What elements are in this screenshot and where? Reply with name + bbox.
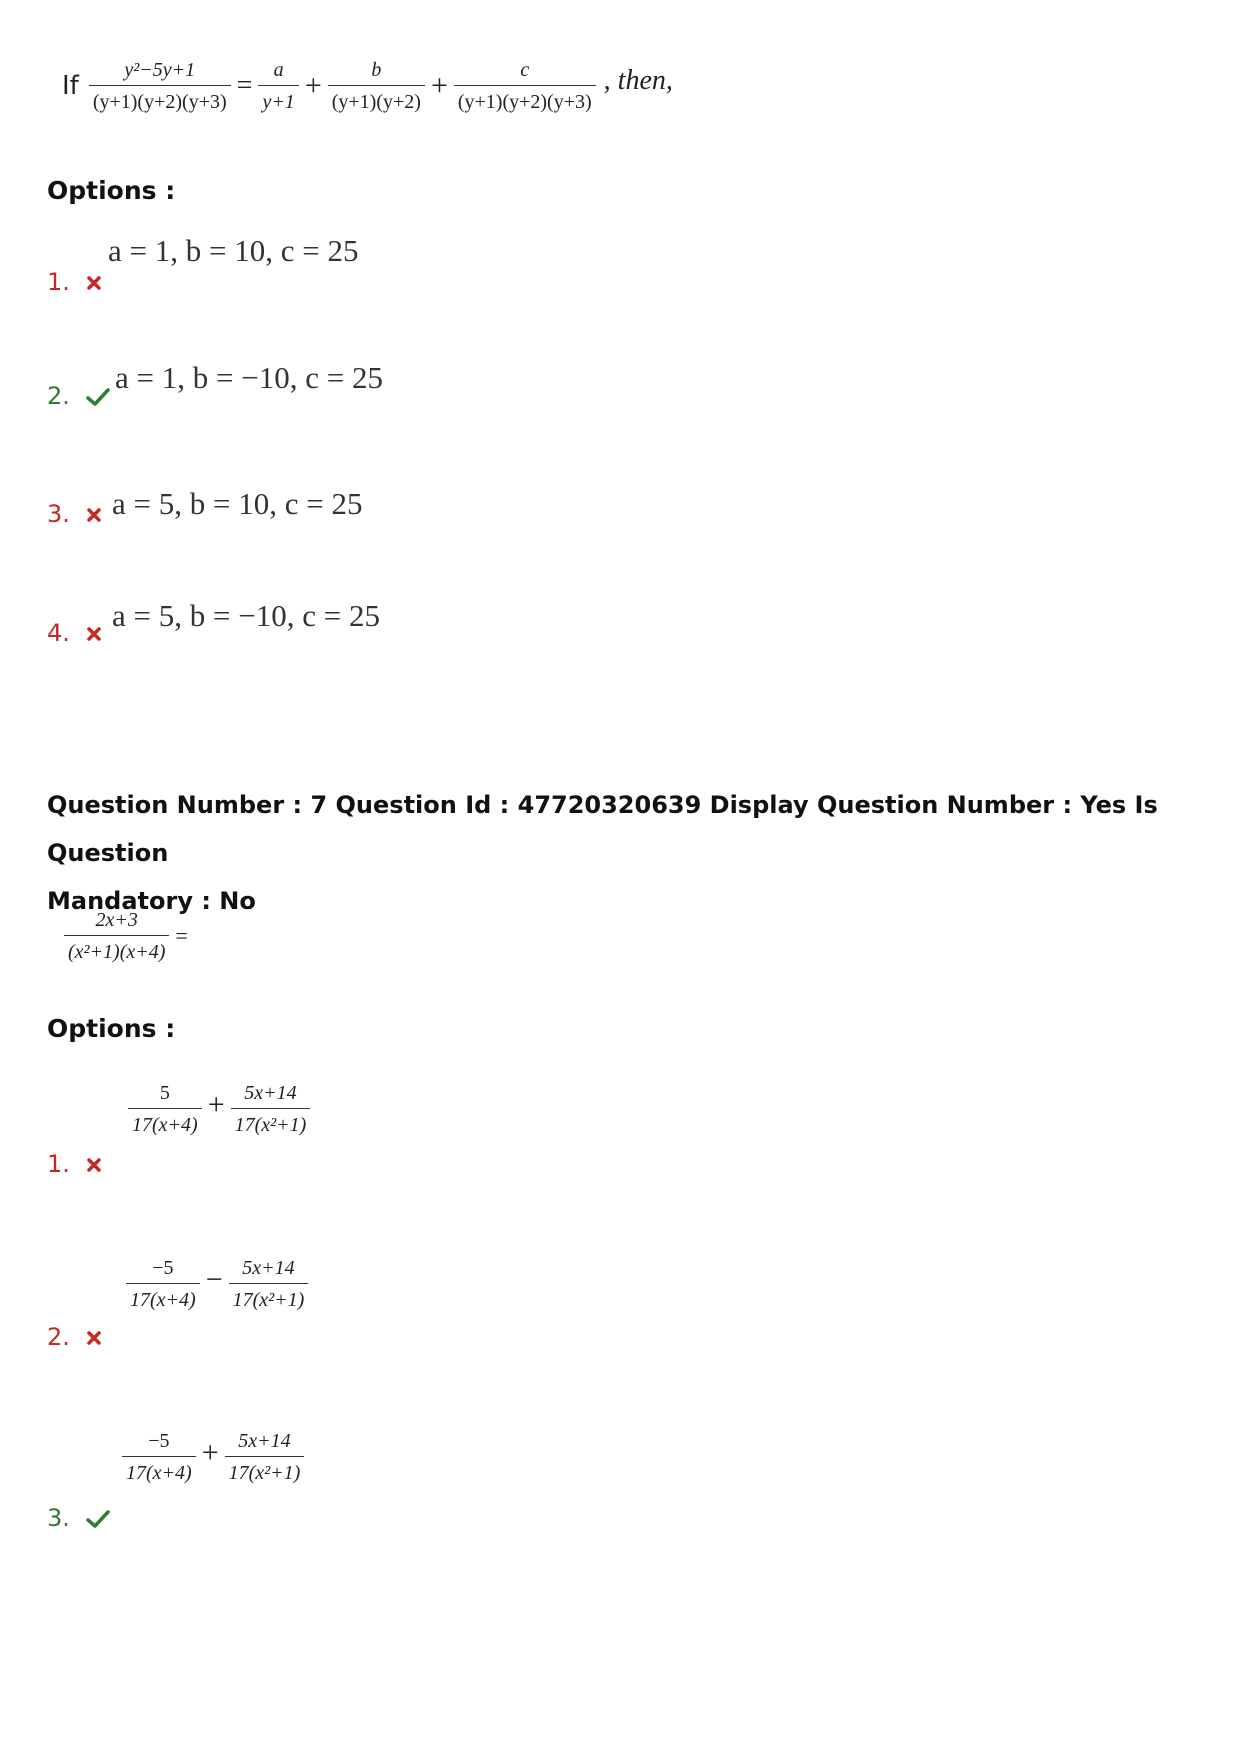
q7-option-1-f1-denominator: 17(x+4) xyxy=(128,1108,202,1135)
q6-option-3-equation: a = 5, b = 10, c = 25 xyxy=(112,486,363,521)
q6-option-3-number: 3. xyxy=(47,500,70,528)
q6-option-2-number: 2. xyxy=(47,382,70,410)
q7-header xyxy=(47,781,1207,925)
q6-term-a-denominator: y+1 xyxy=(258,85,298,112)
q7-option-2-fraction-1 xyxy=(126,1258,200,1310)
q7-option-2-number: 2. xyxy=(47,1323,70,1351)
q6-term-a-numerator: a xyxy=(273,59,284,81)
q7-option-2-f2-denominator: 17(x²+1) xyxy=(229,1283,309,1310)
q6-stem xyxy=(62,60,673,112)
q6-then-text: , then, xyxy=(603,65,673,96)
correct-check-icon xyxy=(86,387,110,407)
q7-option-2-marker xyxy=(47,1323,102,1351)
q7-option-3-fraction-1 xyxy=(122,1431,196,1483)
q6-term-b-denominator: (y+1)(y+2) xyxy=(328,85,425,112)
q6-term-a xyxy=(258,60,298,112)
q7-header-line-2: Mandatory : No xyxy=(47,887,256,915)
q6-term-c xyxy=(454,60,596,112)
q7-option-1-number: 1. xyxy=(47,1150,70,1178)
q7-option-1-fraction-1 xyxy=(128,1083,202,1135)
q7-option-3-f1-denominator: 17(x+4) xyxy=(122,1456,196,1483)
q7-option-3-number: 3. xyxy=(47,1504,70,1532)
q7-option-2-f1-denominator: 17(x+4) xyxy=(126,1283,200,1310)
q6-options-label: Options : xyxy=(47,176,176,205)
q7-option-3-operator: + xyxy=(201,1436,219,1469)
q7-option-3-marker xyxy=(47,1504,110,1532)
correct-check-icon xyxy=(86,1509,110,1529)
q7-option-3-f1-numerator: −5 xyxy=(148,1430,170,1452)
q6-if-text: If xyxy=(62,71,79,101)
wrong-cross-icon xyxy=(86,626,102,642)
q7-option-1-f1-numerator: 5 xyxy=(159,1082,170,1104)
q6-plus-1: + xyxy=(304,69,322,102)
q7-option-2-fraction-2 xyxy=(229,1258,309,1310)
q6-term-c-denominator: (y+1)(y+2)(y+3) xyxy=(454,85,596,112)
q7-option-3-f2-denominator: 17(x²+1) xyxy=(225,1456,305,1483)
q7-header-line-1: Question Number : 7 Question Id : 47720320639 Display Question Number : Yes Is Question xyxy=(47,791,1158,867)
q7-option-2-expression xyxy=(126,1258,308,1310)
q7-option-1-f2-denominator: 17(x²+1) xyxy=(231,1108,311,1135)
q6-option-1-equation: a = 1, b = 10, c = 25 xyxy=(108,233,359,268)
q7-stem xyxy=(64,910,188,962)
q6-option-4-number: 4. xyxy=(47,619,70,647)
q7-option-3-f2-numerator: 5x+14 xyxy=(238,1430,291,1452)
q6-option-2-equation: a = 1, b = −10, c = 25 xyxy=(115,360,383,395)
q7-option-3-expression xyxy=(122,1431,304,1483)
q6-plus-2: + xyxy=(430,69,448,102)
q6-equals: = xyxy=(236,70,253,101)
q6-term-c-numerator: c xyxy=(520,59,530,81)
q7-stem-equals: = xyxy=(175,923,188,948)
q7-option-1-expression xyxy=(128,1083,310,1135)
q7-options-label: Options : xyxy=(47,1014,176,1043)
wrong-cross-icon xyxy=(86,1157,102,1173)
q7-option-2-f2-numerator: 5x+14 xyxy=(242,1257,295,1279)
q6-option-1-marker xyxy=(47,268,102,296)
q6-term-b xyxy=(328,60,425,112)
q6-option-2-marker xyxy=(47,382,110,410)
q6-option-4-marker xyxy=(47,619,102,647)
q7-stem-numerator: 2x+3 xyxy=(95,909,138,931)
wrong-cross-icon xyxy=(86,275,102,291)
q6-lhs-denominator: (y+1)(y+2)(y+3) xyxy=(89,85,231,112)
q7-option-3-fraction-2 xyxy=(225,1431,305,1483)
q6-option-1-number: 1. xyxy=(47,268,70,296)
q6-lhs-fraction xyxy=(89,60,231,112)
q7-option-1-fraction-2 xyxy=(231,1083,311,1135)
q7-option-2-operator: − xyxy=(205,1263,223,1296)
wrong-cross-icon xyxy=(86,1330,102,1346)
q7-option-1-marker xyxy=(47,1150,102,1178)
q6-term-b-numerator: b xyxy=(371,59,382,81)
q7-option-1-operator: + xyxy=(207,1088,225,1121)
q6-option-4-equation: a = 5, b = −10, c = 25 xyxy=(112,598,380,633)
q7-option-1-f2-numerator: 5x+14 xyxy=(244,1082,297,1104)
wrong-cross-icon xyxy=(86,507,102,523)
q7-stem-fraction xyxy=(64,910,169,962)
q7-option-2-f1-numerator: −5 xyxy=(152,1257,174,1279)
q6-option-3-marker xyxy=(47,500,102,528)
q7-stem-denominator: (x²+1)(x+4) xyxy=(64,935,169,962)
q6-lhs-numerator: y²−5y+1 xyxy=(124,59,196,81)
